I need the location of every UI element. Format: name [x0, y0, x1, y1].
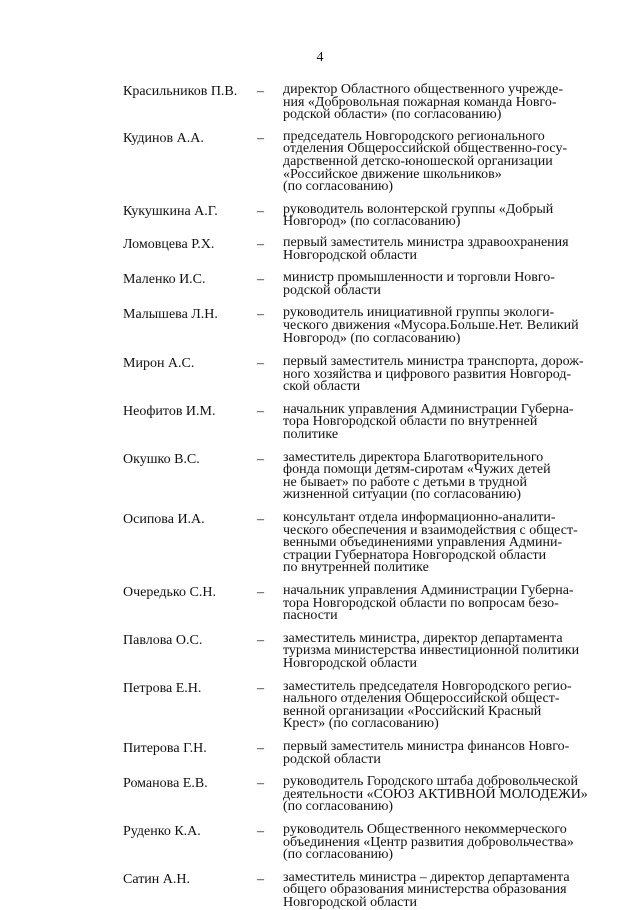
- list-item: [123, 84, 593, 122]
- person-name: Сатин А.Н.: [123, 871, 191, 887]
- dash-separator: –: [257, 356, 264, 372]
- dash-separator: –: [257, 740, 264, 756]
- list-item: [123, 630, 593, 671]
- position-description: первый заместитель министра финансов Новго- родской области: [283, 738, 570, 767]
- position-description: министр промышленности и торговли Новго- родской области: [283, 270, 555, 298]
- dash-separator: –: [257, 585, 264, 600]
- position-description: руководитель Городского штаба добровольческой деятельности «СОЮЗ АКТИВНОЙ МОЛОДЕЖИ» (по согласованию): [283, 774, 588, 815]
- dash-separator: –: [257, 680, 264, 696]
- position-description: заместитель министра – директор департамента общего образования министерства образования Новгородской области: [283, 869, 570, 910]
- list-item: [123, 356, 593, 394]
- dash-separator: –: [257, 776, 264, 792]
- position-description: руководитель инициативной группы экологи- ческого движения «Мусора.Больше.Нет. Великий Новгород» (по согласованию): [283, 305, 579, 346]
- position-description: первый заместитель министра транспорта, дорож- ного хозяйства и цифрового развития Новгород- ской области: [283, 354, 584, 395]
- member-list: [123, 84, 593, 909]
- list-item: [123, 585, 593, 623]
- position-description: заместитель министра, директор департамента туризма министерства инвестиционной политики Новгородской области: [283, 630, 580, 671]
- position-description: консультант отдела информационно-аналити- ческого обеспечения и взаимодействия с общест- венными объединениями управления Админи- страции Губернатора Новгородской области по внутренней политике: [283, 510, 578, 576]
- person-name: Павлова О.С.: [123, 632, 203, 648]
- dash-separator: –: [257, 236, 264, 252]
- position-description: начальник управления Администрации Губерна- тора Новгородской области по внутренней политике: [283, 401, 574, 443]
- dash-separator: –: [257, 632, 264, 648]
- list-item: [123, 201, 593, 230]
- dash-separator: –: [257, 451, 264, 467]
- position-description: первый заместитель министра здравоохранения Новгородской области: [283, 234, 569, 263]
- list-item: [123, 869, 593, 910]
- position-description: заместитель председателя Новгородского регио- нального отделения Общероссийской общест- венной организации «Российский Красный Крест» (по согласованию): [283, 678, 572, 732]
- dash-separator: –: [257, 272, 264, 288]
- list-item: [123, 307, 593, 345]
- person-name: Романова Е.В.: [123, 776, 208, 792]
- list-item: [123, 449, 593, 503]
- list-item: [123, 512, 593, 575]
- dash-separator: –: [257, 512, 264, 528]
- person-name: Ломовцева Р.Х.: [123, 236, 215, 252]
- person-name: Руденко К.А.: [123, 823, 201, 839]
- position-description: руководитель волонтерской группы «Добрый Новгород» (по согласованию): [283, 201, 554, 230]
- list-item: [123, 821, 593, 863]
- dash-separator: –: [257, 203, 264, 219]
- person-name: Кудинов А.А.: [123, 130, 204, 146]
- person-name: Питерова Г.Н.: [123, 740, 207, 756]
- list-item: [123, 776, 593, 814]
- person-name: Маленко И.С.: [123, 272, 206, 288]
- dash-separator: –: [257, 403, 264, 419]
- person-name: Петрова Е.Н.: [123, 680, 202, 696]
- position-description: руководитель Общественного некоммерческого объединения «Центр развития добровольчества» (по согласованию): [283, 821, 574, 863]
- person-name: Неофитов И.М.: [123, 403, 216, 419]
- dash-separator: –: [257, 307, 264, 323]
- page-number: 4: [316, 50, 324, 65]
- list-item: [123, 128, 593, 195]
- dash-separator: –: [257, 871, 264, 887]
- person-name: Осипова И.А.: [123, 512, 205, 528]
- dash-separator: –: [257, 130, 264, 146]
- position-description: заместитель директора Благотворительного фонда помощи детям-сиротам «Чужих детей не бывает» по работе с детьми в трудной жизненной ситуации (по согласованию): [283, 449, 551, 503]
- person-name: Кукушкина А.Г.: [123, 203, 218, 219]
- person-name: Очередько С.Н.: [123, 585, 216, 600]
- position-description: директор Областного общественного учрежде- ния «Добровольная пожарная команда Новго- родской области» (по согласованию): [283, 82, 564, 123]
- list-item: [123, 272, 593, 297]
- list-item: [123, 738, 593, 767]
- list-item: [123, 401, 593, 443]
- person-name: Окушко В.С.: [123, 451, 200, 467]
- dash-separator: –: [257, 84, 264, 99]
- person-name: Малышева Л.Н.: [123, 307, 218, 323]
- list-item: [123, 678, 593, 732]
- person-name: Мирон А.С.: [123, 356, 195, 372]
- position-description: председатель Новгородского регионального отделения Общероссийской общественно-госу- дарственной детско-юношеской организации «Российское движение школьников» (по согласованию): [283, 128, 568, 195]
- list-item: [123, 234, 593, 263]
- dash-separator: –: [257, 823, 264, 839]
- person-name: Красильников П.В.: [123, 84, 238, 99]
- position-description: начальник управления Администрации Губерна- тора Новгородской области по вопросам безо- пасности: [283, 583, 574, 624]
